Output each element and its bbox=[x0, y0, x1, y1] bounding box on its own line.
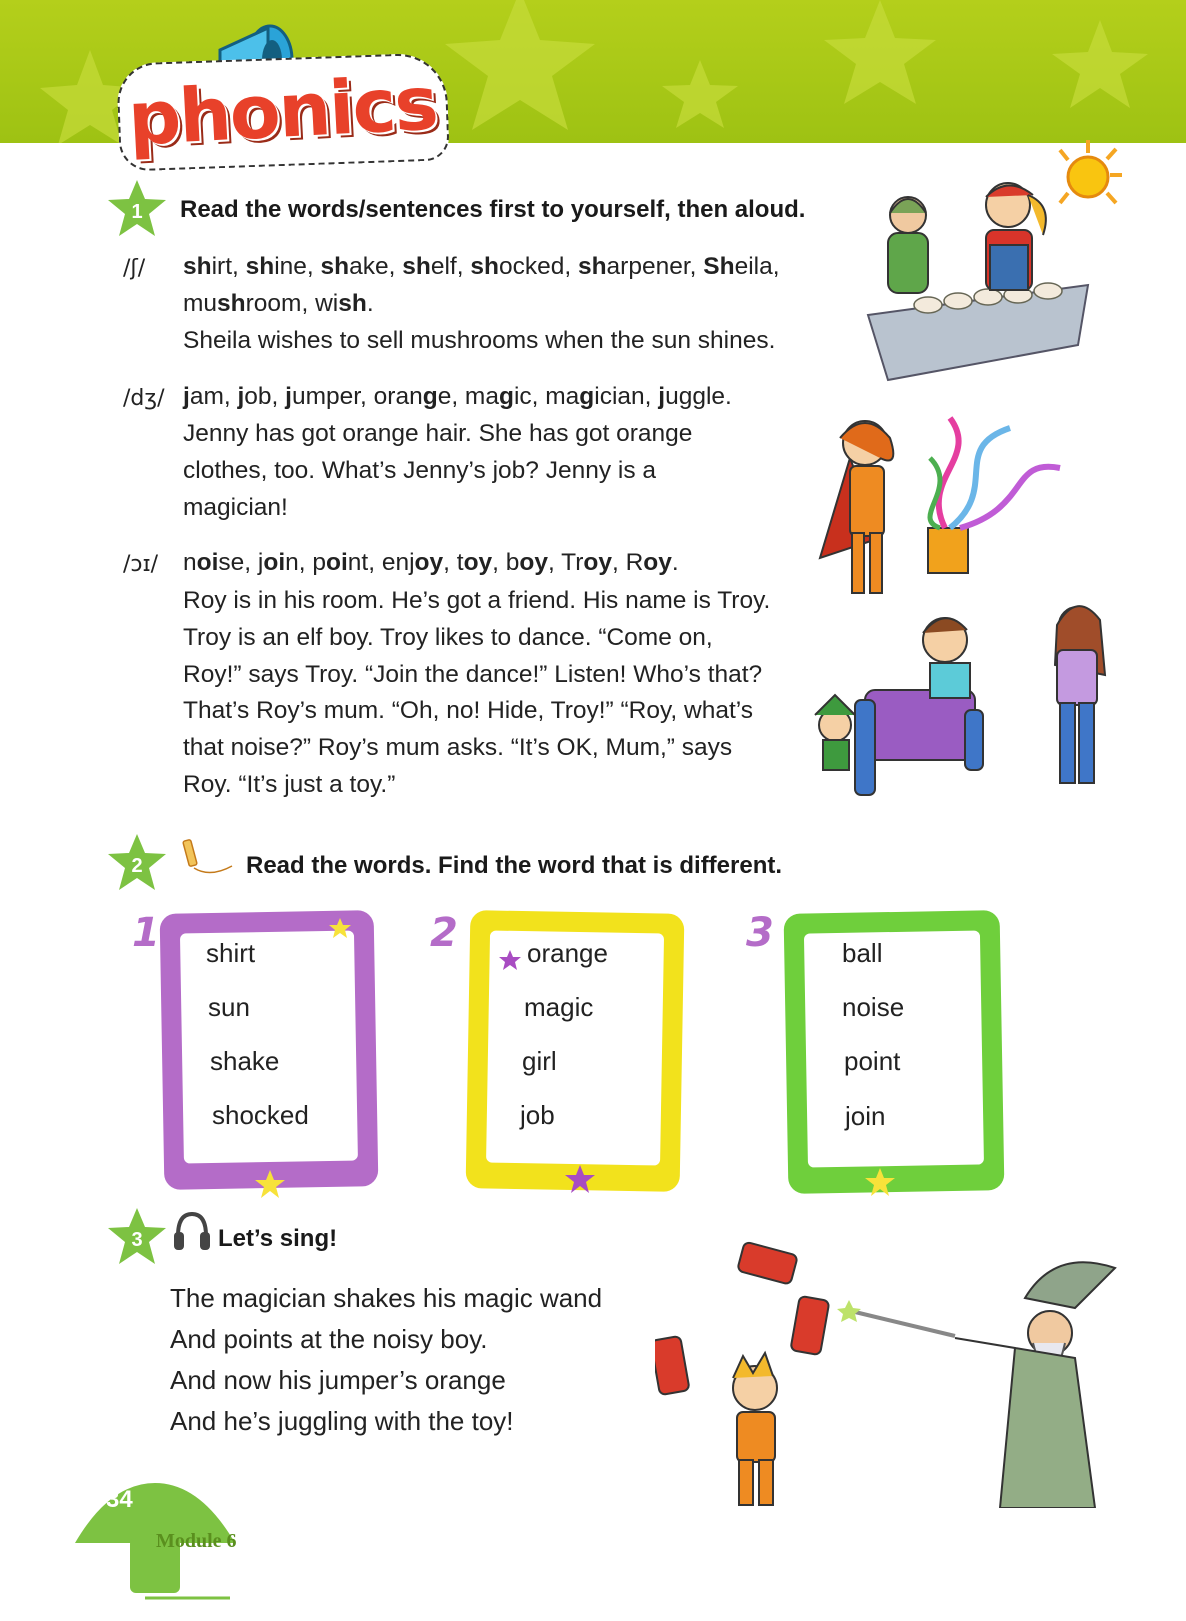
word-segment: . bbox=[366, 290, 374, 317]
target-sound: g bbox=[579, 383, 595, 410]
sentence-line: magician! bbox=[183, 494, 288, 521]
target-sound: sh bbox=[183, 253, 212, 280]
word-segment: n, p bbox=[285, 549, 327, 576]
sentence-line: Jenny has got orange hair. She has got orange bbox=[183, 420, 693, 447]
song-line: The magician shakes his magic wand bbox=[170, 1283, 603, 1313]
target-sound: oy bbox=[519, 549, 548, 576]
word-segment: se, j bbox=[218, 549, 264, 576]
target-sound: j bbox=[658, 383, 666, 410]
card-2-number: 2 bbox=[430, 910, 458, 956]
section-2-title: Read the words. Find the word that is different. bbox=[246, 852, 783, 879]
word-segment: uggle. bbox=[665, 383, 732, 410]
pencil-icon bbox=[180, 838, 238, 878]
card-3-word[interactable]: point bbox=[844, 1046, 901, 1076]
word-segment: , Tr bbox=[548, 549, 584, 576]
card-1-word[interactable]: shirt bbox=[206, 938, 256, 968]
word-segment: eila, bbox=[734, 253, 780, 280]
word-line bbox=[183, 378, 732, 416]
page-number: 34 bbox=[106, 1486, 133, 1513]
card-2-word[interactable]: magic bbox=[524, 992, 594, 1022]
word-segment: nt, enj bbox=[347, 549, 415, 576]
target-sound: oy bbox=[463, 549, 493, 576]
juggler-wizard-illustration bbox=[655, 1238, 1165, 1508]
target-sound: oy bbox=[583, 549, 612, 576]
sentence-line: Roy!” says Troy. “Join the dance!” Listen! Who’s that? bbox=[183, 661, 763, 688]
word-segment: ake, bbox=[349, 253, 403, 280]
section-3-number: 3 bbox=[131, 1229, 143, 1251]
word-segment: ician, bbox=[594, 383, 659, 410]
target-sound: sh bbox=[577, 253, 607, 280]
target-sound: Sh bbox=[703, 253, 735, 280]
target-sound: j bbox=[237, 383, 245, 410]
word-segment: , b bbox=[492, 549, 520, 576]
target-sound: sh bbox=[402, 253, 431, 280]
word-segment: ob, bbox=[244, 383, 286, 410]
card-3-word[interactable]: join bbox=[845, 1101, 886, 1131]
card-1-word[interactable]: sun bbox=[208, 992, 250, 1022]
target-sound: j bbox=[285, 383, 292, 410]
target-sound: g bbox=[498, 383, 514, 410]
word-line bbox=[183, 248, 780, 286]
card-stars-decoration bbox=[160, 910, 1020, 1200]
word-segment: elf, bbox=[430, 253, 471, 280]
mushroom-sellers-illustration bbox=[858, 175, 1098, 385]
word-segment: arpener, bbox=[606, 253, 704, 280]
section-1-number: 1 bbox=[131, 201, 143, 223]
section-1-badge bbox=[106, 178, 168, 240]
sentence-line: clothes, too. What’s Jenny’s job? Jenny is a bbox=[183, 457, 657, 484]
sentence-line: That’s Roy’s mum. “Oh, no! Hide, Troy!” “Roy, what’s bbox=[183, 697, 754, 724]
card-1-word[interactable]: shocked bbox=[212, 1100, 309, 1130]
section-2-number: 2 bbox=[131, 855, 143, 877]
card-2-word[interactable]: orange bbox=[527, 938, 608, 968]
sentence-line: that noise?” Roy’s mum asks. “It’s OK, Mum,” says bbox=[183, 734, 733, 761]
target-sound: oi bbox=[263, 549, 286, 576]
phoneme-sh: /ʃ/ bbox=[123, 256, 146, 281]
phonics-logo: phonics bbox=[125, 60, 439, 163]
card-2-word[interactable]: girl bbox=[522, 1046, 557, 1076]
target-sound: sh bbox=[217, 290, 246, 317]
target-sound: sh bbox=[245, 253, 275, 280]
sentence-line: Roy. “It’s just a toy.” bbox=[183, 771, 396, 798]
target-sound: sh bbox=[338, 290, 367, 317]
sentence-line: Roy is in his room. He’s got a friend. His name is Troy. bbox=[183, 587, 771, 614]
word-segment: am, bbox=[189, 383, 238, 410]
song-line: And he’s juggling with the toy! bbox=[170, 1406, 514, 1436]
card-2-word[interactable]: job bbox=[520, 1100, 555, 1130]
word-segment: ic, ma bbox=[513, 383, 580, 410]
card-3-word[interactable]: ball bbox=[842, 938, 883, 968]
card-3-number: 3 bbox=[746, 910, 774, 956]
section-2-badge bbox=[106, 832, 168, 894]
module-label: Module 6 bbox=[156, 1530, 237, 1552]
word-segment: irt, bbox=[211, 253, 246, 280]
word-segment: , R bbox=[611, 549, 644, 576]
target-sound: g bbox=[422, 383, 438, 410]
roy-troy-mum-illustration bbox=[795, 585, 1125, 800]
word-line bbox=[183, 285, 374, 323]
card-1-number: 1 bbox=[132, 910, 160, 956]
target-sound: oy bbox=[414, 549, 444, 576]
target-sound: j bbox=[183, 383, 190, 410]
phoneme-oi: /ɔɪ/ bbox=[123, 552, 159, 577]
word-segment: ine, bbox=[274, 253, 321, 280]
target-sound: oi bbox=[326, 549, 348, 576]
word-segment: umper, oran bbox=[291, 383, 423, 410]
word-segment: e, ma bbox=[437, 383, 499, 410]
word-segment: n bbox=[183, 549, 197, 576]
headphones-icon bbox=[172, 1210, 212, 1254]
sentence-line: Sheila wishes to sell mushrooms when the sun shines. bbox=[183, 327, 776, 354]
target-sound: oi bbox=[196, 549, 219, 576]
word-segment: mu bbox=[183, 290, 218, 317]
magician-girl-illustration bbox=[810, 398, 1080, 608]
song-line: And now his jumper’s orange bbox=[170, 1365, 506, 1395]
section-3-title: Let’s sing! bbox=[218, 1225, 338, 1252]
word-segment: , t bbox=[443, 549, 464, 576]
song-line: And points at the noisy boy. bbox=[170, 1324, 488, 1354]
target-sound: sh bbox=[320, 253, 350, 280]
card-1-word[interactable]: shake bbox=[210, 1046, 280, 1076]
word-segment: ocked, bbox=[498, 253, 578, 280]
word-line bbox=[183, 544, 679, 582]
section-3-badge bbox=[106, 1206, 168, 1268]
phoneme-dj: /dʒ/ bbox=[123, 386, 165, 411]
target-sound: oy bbox=[643, 549, 672, 576]
word-segment: . bbox=[671, 549, 679, 576]
sentence-line: Troy is an elf boy. Troy likes to dance. “Come on, bbox=[183, 624, 713, 651]
word-segment: room, wi bbox=[245, 290, 339, 317]
section-1-title: Read the words/sentences first to yourself, then aloud. bbox=[180, 196, 806, 223]
target-sound: sh bbox=[470, 253, 499, 280]
card-3-word[interactable]: noise bbox=[842, 992, 905, 1022]
